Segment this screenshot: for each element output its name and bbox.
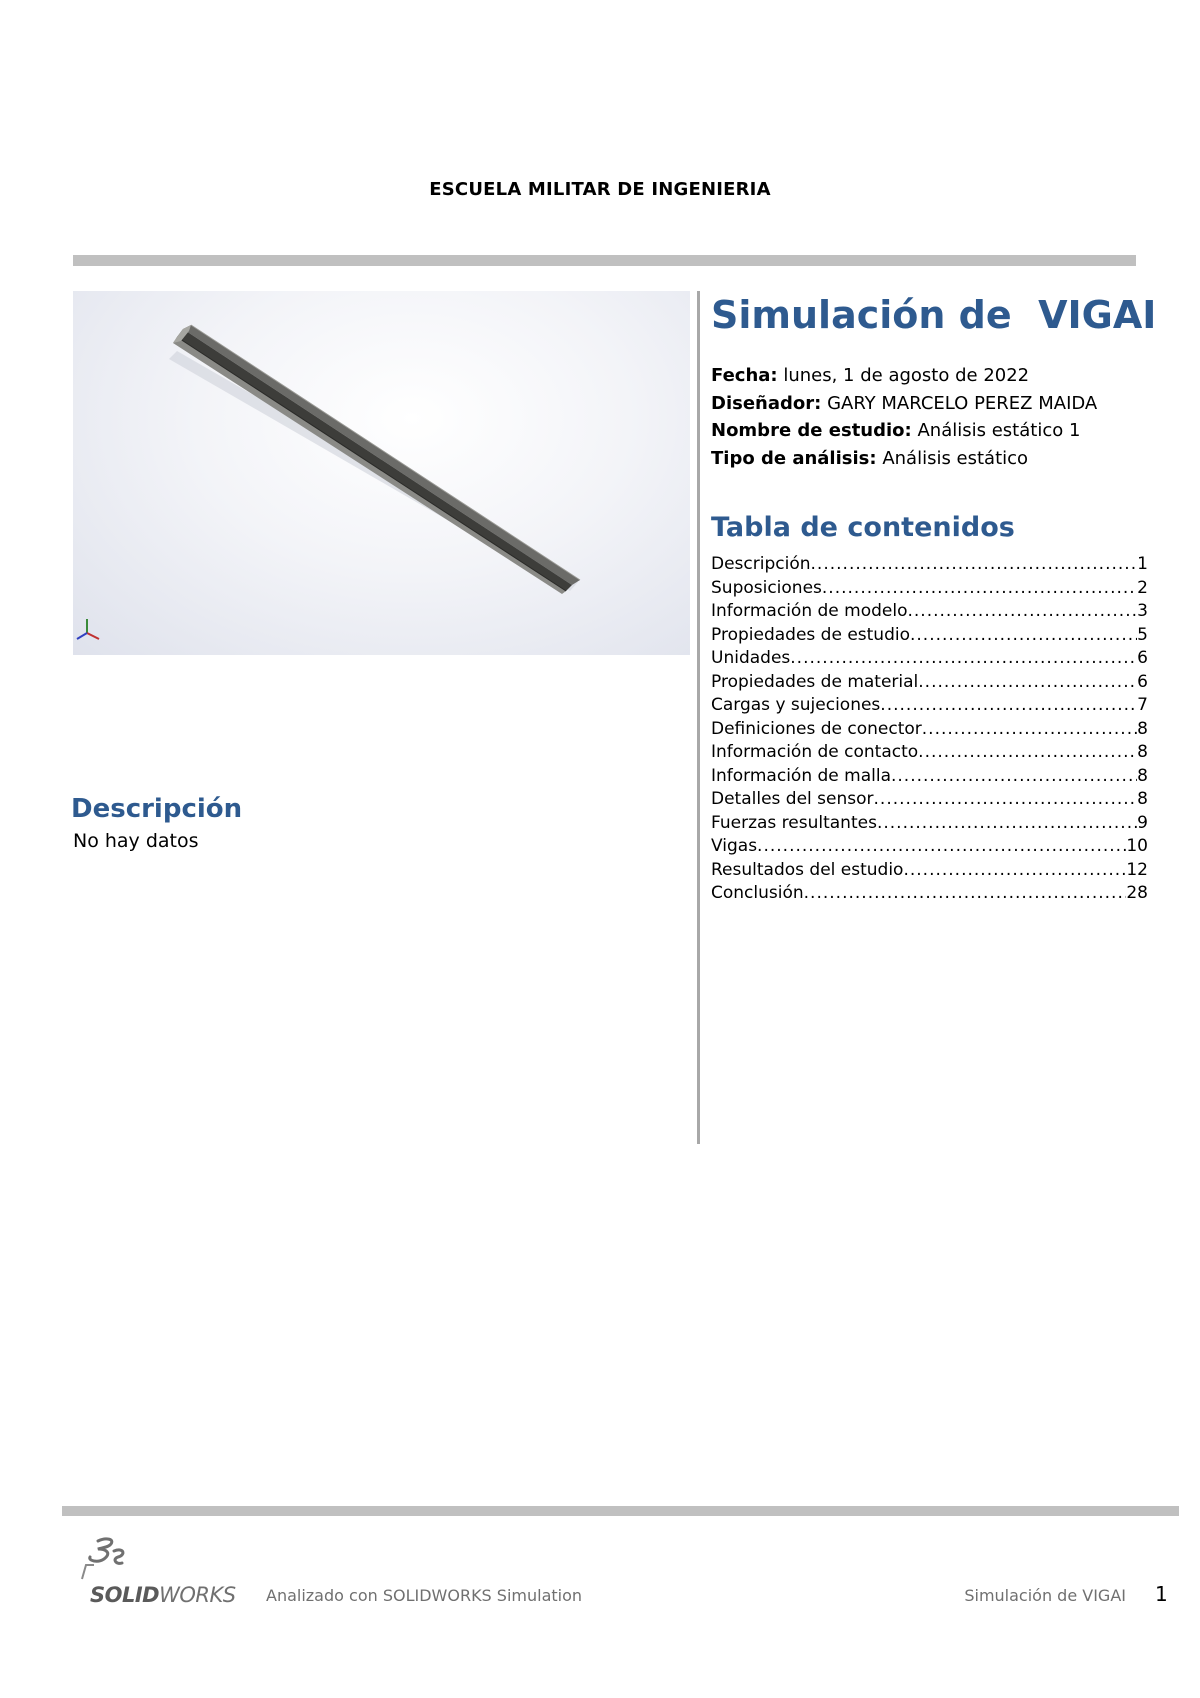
toc-item[interactable] xyxy=(711,718,1148,742)
toc-item-page: 8 xyxy=(1137,789,1148,809)
toc-leader xyxy=(874,788,1138,812)
axis-triad-icon xyxy=(77,619,99,639)
toc-leader xyxy=(822,577,1137,601)
toc-item[interactable] xyxy=(711,788,1148,812)
toc-item-title: Cargas y sujeciones xyxy=(711,695,881,715)
meta-row xyxy=(711,417,1151,445)
logo-wordmark: SOLIDWORKS xyxy=(90,1583,236,1607)
model-image xyxy=(73,291,690,655)
toc-item[interactable] xyxy=(711,765,1148,789)
toc-item-page: 8 xyxy=(1137,742,1148,762)
toc-leader xyxy=(804,882,1127,906)
toc-item-page: 1 xyxy=(1137,554,1148,574)
toc-item[interactable] xyxy=(711,624,1148,648)
toc-item[interactable] xyxy=(711,741,1148,765)
meta-row xyxy=(711,445,1151,473)
toc-item-title: Fuerzas resultantes xyxy=(711,812,877,833)
toc-leader xyxy=(922,718,1137,742)
toc-leader xyxy=(910,624,1137,648)
toc-item[interactable] xyxy=(711,671,1148,695)
right-column xyxy=(711,292,1157,906)
toc-item-page: 6 xyxy=(1137,648,1148,668)
toc-item[interactable] xyxy=(711,859,1148,883)
toc-item-page: 28 xyxy=(1126,883,1148,903)
toc-leader xyxy=(757,835,1126,859)
toc-item-page: 3 xyxy=(1137,601,1148,621)
toc-item-title: Descripción xyxy=(711,554,811,574)
toc-item[interactable] xyxy=(711,553,1148,577)
toc-item-page: 6 xyxy=(1137,671,1148,692)
toc-leader xyxy=(877,812,1137,836)
toc-item-title: Conclusión xyxy=(711,883,804,903)
meta-row xyxy=(711,390,1151,418)
toc-item-title: Suposiciones xyxy=(711,577,822,598)
description-heading: Descripción xyxy=(71,794,243,824)
toc-item-page: 9 xyxy=(1137,812,1148,833)
toc-leader xyxy=(811,553,1138,577)
meta-label: Nombre de estudio: xyxy=(711,420,912,441)
top-rule xyxy=(73,255,1136,266)
toc-item-title: Propiedades de material xyxy=(711,671,919,692)
meta-value: lunes, 1 de agosto de 2022 xyxy=(783,365,1030,386)
toc-list xyxy=(711,553,1151,906)
toc-item-page: 2 xyxy=(1137,577,1148,598)
toc-leader xyxy=(891,765,1137,789)
toc-item-title: Información de contacto xyxy=(711,742,919,762)
toc-item[interactable] xyxy=(711,812,1148,836)
bottom-rule xyxy=(62,1506,1179,1516)
toc-item[interactable] xyxy=(711,647,1148,671)
toc-item[interactable] xyxy=(711,694,1148,718)
toc-item-title: Resultados del estudio xyxy=(711,859,904,880)
toc-item-title: Unidades xyxy=(711,648,791,668)
toc-item-page: 8 xyxy=(1137,765,1148,786)
meta-value: Análisis estático 1 xyxy=(917,420,1081,441)
toc-item[interactable] xyxy=(711,600,1148,624)
toc-item-page: 8 xyxy=(1137,718,1148,739)
toc-item-page: 10 xyxy=(1126,836,1148,856)
toc-item[interactable] xyxy=(711,882,1148,906)
toc-item-title: Definiciones de conector xyxy=(711,718,922,739)
toc-leader xyxy=(918,741,1137,765)
toc-leader xyxy=(880,694,1137,718)
page-number: 1 xyxy=(1155,1582,1168,1606)
description-text: No hay datos xyxy=(73,830,199,852)
toc-item-title: Información de malla xyxy=(711,765,891,786)
toc-item[interactable] xyxy=(711,835,1148,859)
meta-label: Diseñador: xyxy=(711,392,822,414)
toc-item-title: Vigas xyxy=(711,836,758,856)
toc-item-title: Propiedades de estudio xyxy=(711,624,910,645)
toc-item-title: Detalles del sensor xyxy=(711,789,874,809)
toc-item-page: 5 xyxy=(1137,624,1148,645)
meta-label: Fecha: xyxy=(711,365,778,386)
toc-leader xyxy=(903,859,1126,883)
meta-value: Análisis estático xyxy=(882,447,1029,469)
toc-item-page: 12 xyxy=(1126,859,1148,880)
solidworks-logo xyxy=(76,1535,246,1610)
toc-heading: Tabla de contenidos xyxy=(711,512,1015,543)
toc-leader xyxy=(790,647,1137,671)
meta-row xyxy=(711,362,1151,390)
toc-item-page: 7 xyxy=(1137,695,1148,715)
footer-analyzed-with: Analizado con SOLIDWORKS Simulation xyxy=(266,1586,583,1605)
meta-label: Tipo de análisis: xyxy=(711,447,877,469)
footer-doc-name: Simulación de VIGAI xyxy=(964,1586,1126,1605)
toc-item-title: Información de modelo xyxy=(711,601,908,621)
report-meta xyxy=(711,362,1151,472)
header-title: ESCUELA MILITAR DE INGENIERIA xyxy=(429,179,771,200)
toc-item[interactable] xyxy=(711,577,1148,601)
report-title: Simulación de VIGAI xyxy=(711,293,1157,337)
toc-leader xyxy=(918,671,1137,695)
meta-value: GARY MARCELO PEREZ MAIDA xyxy=(827,392,1098,414)
toc-leader xyxy=(907,600,1137,624)
solidworks-3ds-logo-icon xyxy=(76,1535,136,1585)
vertical-divider xyxy=(697,291,700,1144)
